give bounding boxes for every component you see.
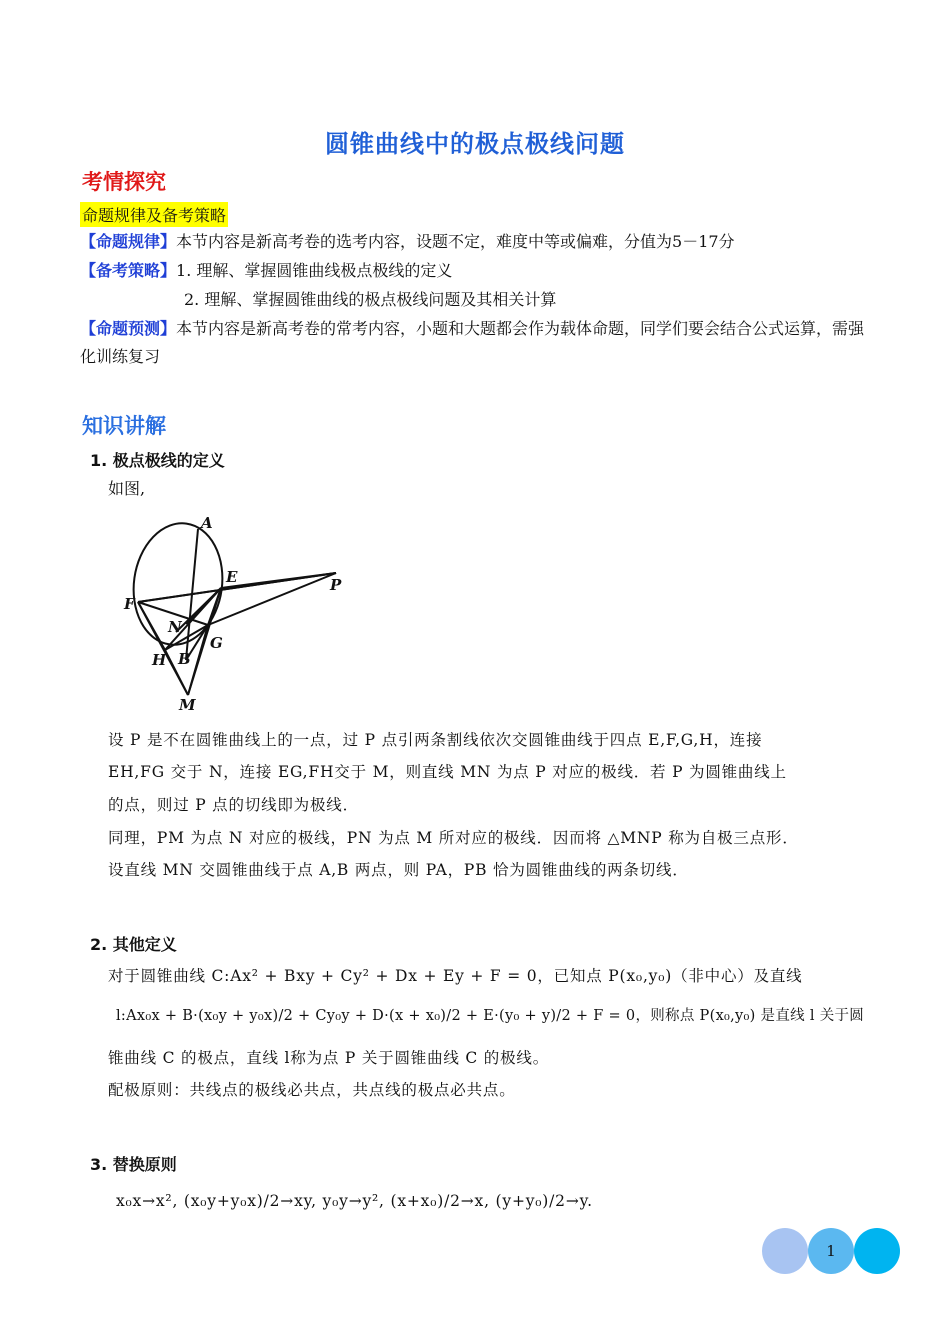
label-g: G xyxy=(210,634,223,652)
label-b: B xyxy=(178,650,191,668)
k1-paragraph-4: 同理，PM 为点 N 对应的极线，PN 为点 M 所对应的极线．因而将 △MNP 称为自极三点形． xyxy=(108,829,799,847)
k2-line-3: 锥曲线 C 的极点，直线 l称为点 P 关于圆锥曲线 C 的极线。 xyxy=(108,1049,549,1067)
pole-polar-figure xyxy=(118,512,358,712)
label-a: A xyxy=(201,514,213,532)
section-heading-knowledge: 知识讲解 xyxy=(82,414,166,438)
k2-line-1: 对于圆锥曲线 C:Ax² + Bxy + Cy² + Dx + Ey + F = 0，已知点 P(x₀,y₀)（非中心）及直线 xyxy=(108,967,803,985)
label-h: H xyxy=(152,651,167,669)
page-title: 圆锥曲线中的极点极线问题 xyxy=(325,130,625,158)
rule-line-1 xyxy=(80,231,735,253)
k1-paragraph-5: 设直线 MN 交圆锥曲线于点 A,B 两点，则 PA，PB 恰为圆锥曲线的两条切线． xyxy=(108,861,689,879)
subsection-heading-1: 1. 极点极线的定义 xyxy=(90,451,225,470)
rule-tag: 【备考策略】 xyxy=(80,261,177,280)
k3-formula: x₀x→x², (x₀y+y₀x)/2→xy, y₀y→y², (x+x₀)/2→x, (y+y₀)/2→y. xyxy=(116,1192,593,1210)
k1-paragraph-2: EH,FG 交于 N，连接 EG,FH交于 M，则直线 MN 为点 P 对应的极线．若 P 为圆锥曲线上 xyxy=(108,763,787,781)
label-m: M xyxy=(179,696,196,712)
rule-text: 1. 理解、掌握圆锥曲线极点极线的定义 xyxy=(176,261,453,280)
subsection-heading-2: 2. 其他定义 xyxy=(90,935,177,954)
rule-tag: 【命题规律】 xyxy=(80,232,177,251)
rule-line-3b: 化训练复习 xyxy=(80,347,161,366)
highlight-label: 命题规律及备考策略 xyxy=(80,202,228,227)
k1-paragraph-3: 的点，则过 P 点的切线即为极线． xyxy=(108,796,359,814)
rule-line-3 xyxy=(80,318,864,340)
k2-line-2: l:Ax₀x + B·(x₀y + y₀x)/2 + Cy₀y + D·(x + x₀)/2 + E·(y₀ + y)/2 + F = 0，则称点 P(x₀,y₀) 是直线 l 关于圆 xyxy=(116,1008,865,1024)
page-number: 1 xyxy=(808,1228,854,1274)
section-heading-exam: 考情探究 xyxy=(82,170,166,194)
rule-text: 本节内容是新高考卷的常考内容，小题和大题都会作为载体命题，同学们要会结合公式运算，需强 xyxy=(176,319,865,338)
label-f: F xyxy=(124,595,135,613)
rule-text: 本节内容是新高考卷的选考内容，设题不定，难度中等或偏难，分值为5－17分 xyxy=(176,232,735,251)
label-n: N xyxy=(168,618,182,636)
k1-paragraph-1: 设 P 是不在圆锥曲线上的一点，过 P 点引两条割线依次交圆锥曲线于四点 E,F,G,H，连接 xyxy=(108,731,763,749)
rule-line-2b: 2. 理解、掌握圆锥曲线的极点极线问题及其相关计算 xyxy=(184,290,557,309)
label-p: P xyxy=(330,576,342,594)
label-e: E xyxy=(226,568,238,586)
rule-tag: 【命题预测】 xyxy=(80,319,177,338)
k2-line-4: 配极原则：共线点的极线必共点，共点线的极点必共点。 xyxy=(108,1081,516,1099)
page-number-badge xyxy=(762,1228,902,1276)
figure-intro: 如图, xyxy=(108,479,146,498)
subsection-heading-3: 3. 替换原则 xyxy=(90,1155,177,1174)
badge-circle-right xyxy=(854,1228,900,1274)
rule-line-2 xyxy=(80,260,452,282)
badge-circle-left xyxy=(762,1228,808,1274)
